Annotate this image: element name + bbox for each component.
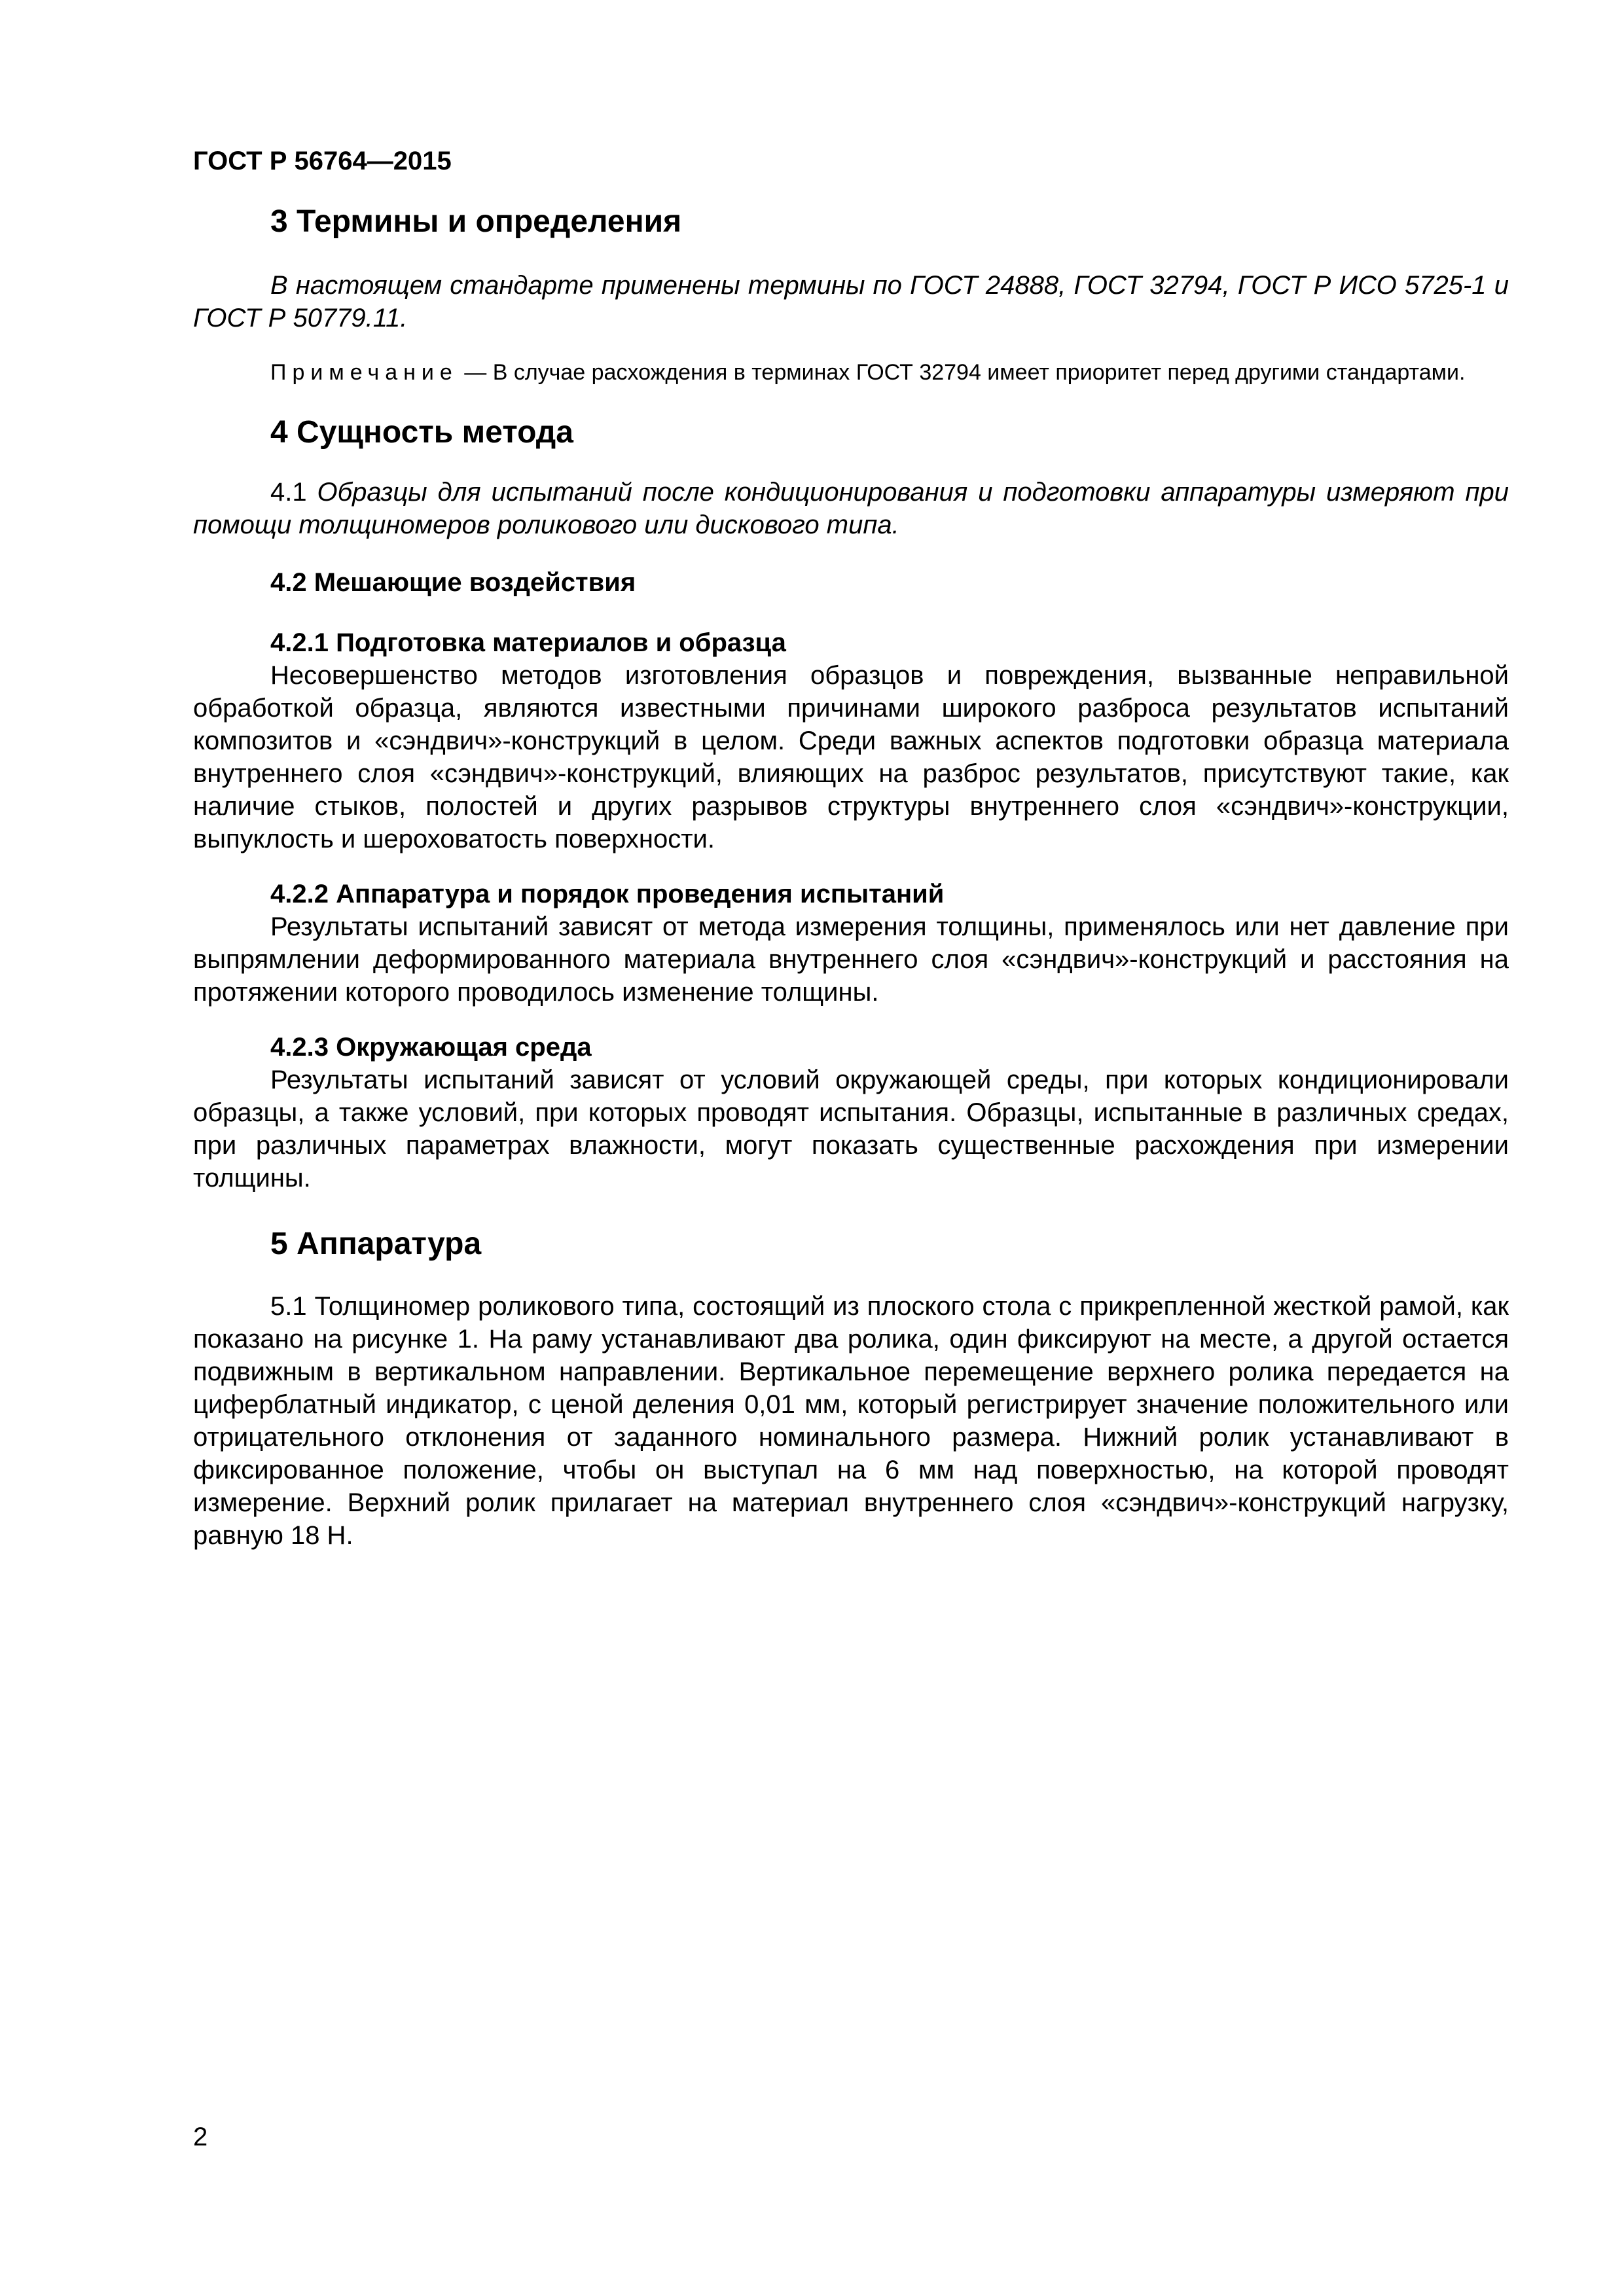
- section-4-2-title: 4.2 Мешающие воздействия: [270, 568, 636, 597]
- page-number: 2: [193, 2123, 208, 2151]
- note-label: Примечание: [270, 360, 458, 385]
- section-3-note: [193, 358, 1509, 387]
- document-code: ГОСТ Р 56764—2015: [193, 147, 452, 175]
- section-3-body: В настоящем стандарте применены термины по ГОСТ 24888, ГОСТ 32794, ГОСТ Р ИСО 5725-1 и ГОСТ Р 50779.11.: [193, 271, 1509, 332]
- paragraph-4-1: [193, 476, 1509, 541]
- section-4-2-3-title: 4.2.3 Окружающая среда: [270, 1033, 592, 1062]
- paragraph-5-1: 5.1 Толщиномер роликового типа, состоящий из плоского стола с прикрепленной жесткой рамой, как показано на рисунке 1. На раму устанавливают два ролика, один фиксируют на месте, а другой остается подвижным в вертикальном направлении. Вертикальное перемещение верхнего ролика передается на циферблатный индикатор, с ценой деления 0,01 мм, который регистрирует значение положительного или отрицательного отклонения от заданного номинального размера. Нижний ролик устанавливают в фиксированное положение, чтобы он выступал на 6 мм над поверхностью, на которой проводят измерение. Верхний ролик прилагает на материал внутреннего слоя «сэндвич»-конструкций нагрузку, равную 18 Н.: [193, 1292, 1509, 1550]
- section-4-2-2-text: Результаты испытаний зависят от метода измерения толщины, применялось или нет давление при выпрямлении деформированного материала внутреннего слоя «сэндвич»-конструкций и расстояния на протяжении которого проводилось изменение толщины.: [193, 912, 1509, 1007]
- section-4-title: 4 Сущность метода: [270, 415, 573, 450]
- section-4-2-1-title: 4.2.1 Подготовка материалов и образца: [270, 628, 786, 657]
- section-3-title: 3 Термины и определения: [270, 204, 682, 239]
- document-page: [193, 144, 1509, 1552]
- paragraph-4-1-text: Образцы для испытаний после кондиционирования и подготовки аппаратуры измеряют при помощи толщиномеров роликового или дискового типа.: [193, 478, 1509, 539]
- note-text: — В случае расхождения в терминах ГОСТ 32794 имеет приоритет перед другими стандартами.: [458, 360, 1466, 385]
- section-5-title: 5 Аппаратура: [270, 1227, 482, 1261]
- section-4-2-3-text: Результаты испытаний зависят от условий окружающей среды, при которых кондиционировали образцы, а также условий, при которых проводят испытания. Образцы, испытанные в различных средах, при различных параметрах влажности, могут показать существенные расхождения при измерении толщины.: [193, 1066, 1509, 1193]
- paragraph-4-1-number: 4.1: [270, 478, 317, 507]
- section-4-2-1-text: Несовершенство методов изготовления образцов и повреждения, вызванные неправильной обработкой образца, являются известными причинами широкого разброса результатов испытаний композитов и «сэндвич»-конструкций в целом. Среди важных аспектов подготовки образца материала внутреннего слоя «сэндвич»-конструкций, влияющих на разброс результатов, присутствуют такие, как наличие стыков, полостей и других разрывов структуры внутреннего слоя «сэндвич»-конструкции, выпуклость и шероховатость поверхности.: [193, 661, 1509, 853]
- section-4-2-2-title: 4.2.2 Аппаратура и порядок проведения испытаний: [270, 880, 945, 908]
